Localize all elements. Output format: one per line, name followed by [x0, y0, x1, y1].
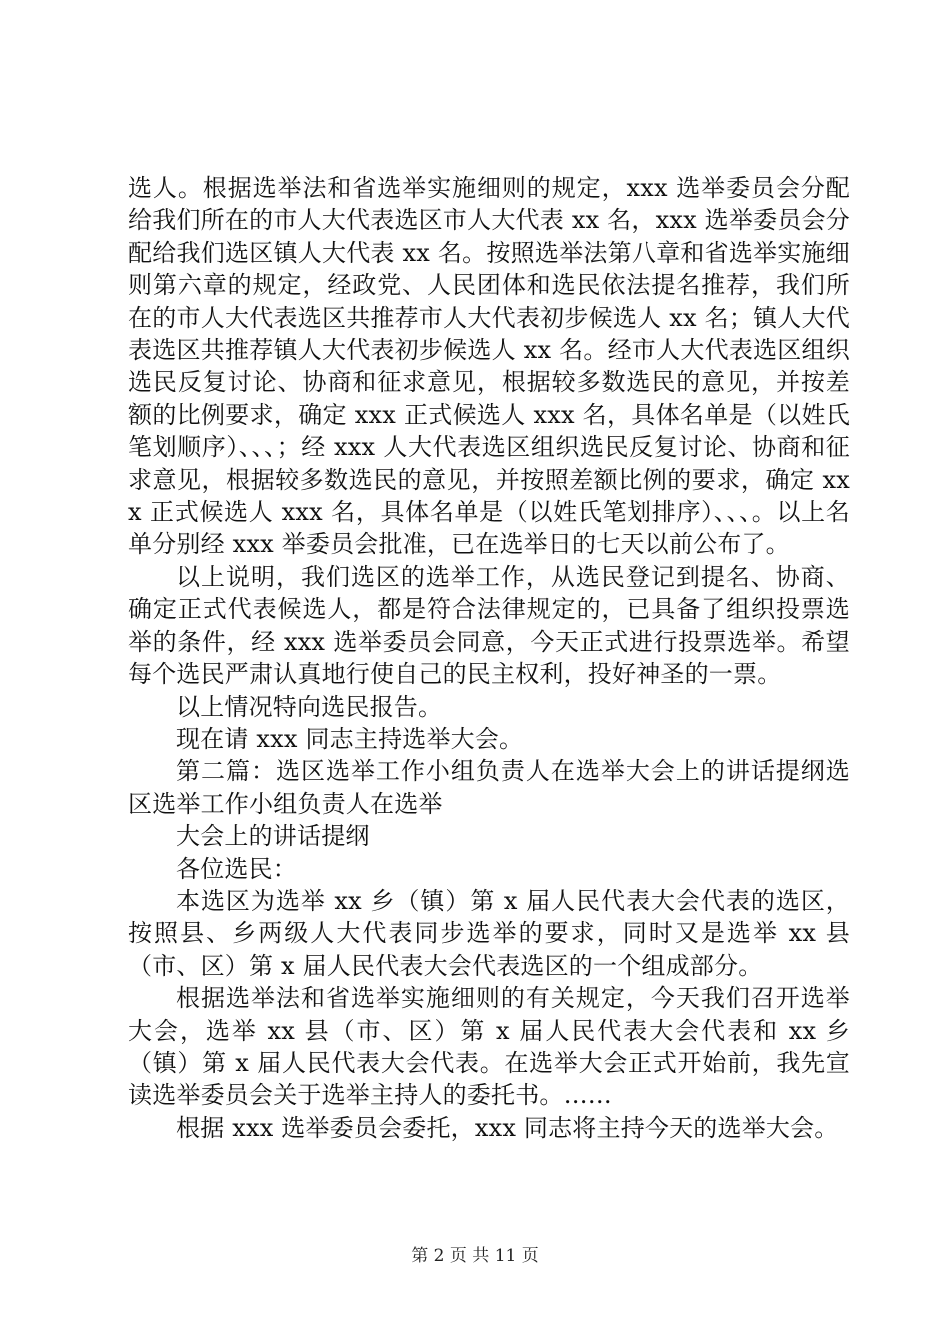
paragraph-section-title: 第二篇：选区选举工作小组负责人在选举大会上的讲话提纲选区选举工作小组负责人在选举	[128, 757, 850, 818]
paragraph-host-announcement: 根据 xxx 选举委员会委托，xxx 同志将主持今天的选举大会。	[176, 1113, 839, 1142]
paragraph-continuation: 选人。根据选举法和省选举实施细则的规定，xxx 选举委员会分配给我们所在的市人大代表选区市人大代表 xx 名，xxx 选举委员会分配给我们选区镇人大代表 xx 名。按照选举法第八章和省选举实施细则第六章的规定，经政党、人民团体和选民依法提名推荐，我们所在的市人大代表选区共推荐市人大代表初步候选人 xx 名；镇人大代表选区共推荐镇人大代表初步候选人 xx 名。经市人大代表选区组织选民反复讨论、协商和征求意见，根据较多数选民的意见，并按差额的比例要求，确定 xxx 正式候选人 xxx 名，具体名单是（以姓氏笔划顺序）、、、；经 xxx 人大代表选区组织选民反复讨论、协商和征求意见，根据较多数选民的意见，并按照差额比例的要求，确定 xxx 正式候选人 xxx 名，具体名单是（以姓氏笔划排序）、、、。以上名单分别经 xxx 举委员会批准，已在选举日的七天以前公布了。	[128, 174, 850, 559]
paragraph-district-intro: 本选区为选举 xx 乡（镇）第 x 届人民代表大会代表的选区，按照县、乡两级人大代表同步选举的要求，同时又是选举 xx 县（市、区）第 x 届人民代表大会代表选区的一个组成部分。	[128, 886, 850, 980]
paragraph-explanation: 以上说明，我们选区的选举工作，从选民登记到提名、协商、确定正式代表候选人，都是符合法律规定的，已具备了组织投票选举的条件，经 xxx 选举委员会同意，今天正式进行投票选举。希望每个选民严肃认真地行使自己的民主权利，投好神圣的一票。	[128, 562, 850, 689]
paragraph-report: 以上情况特向选民报告。	[176, 692, 443, 721]
paragraph-meeting-intro: 根据选举法和省选举实施细则的有关规定，今天我们召开选举大会，选举 xx 县（市、区）第 x 届人民代表大会代表和 xx 乡（镇）第 x 届人民代表大会代表。在选举大会正式开始前，我先宣读选举委员会关于选举主持人的委托书。……	[128, 984, 850, 1110]
page-number-footer: 第 2 页 共 11 页	[411, 1246, 539, 1266]
document-body	[128, 172, 850, 1144]
paragraph-salutation: 各位选民：	[176, 854, 297, 883]
paragraph-invite-host: 现在请 xxx 同志主持选举大会。	[176, 724, 524, 753]
paragraph-section-subtitle: 大会上的讲话提纲	[176, 822, 370, 851]
